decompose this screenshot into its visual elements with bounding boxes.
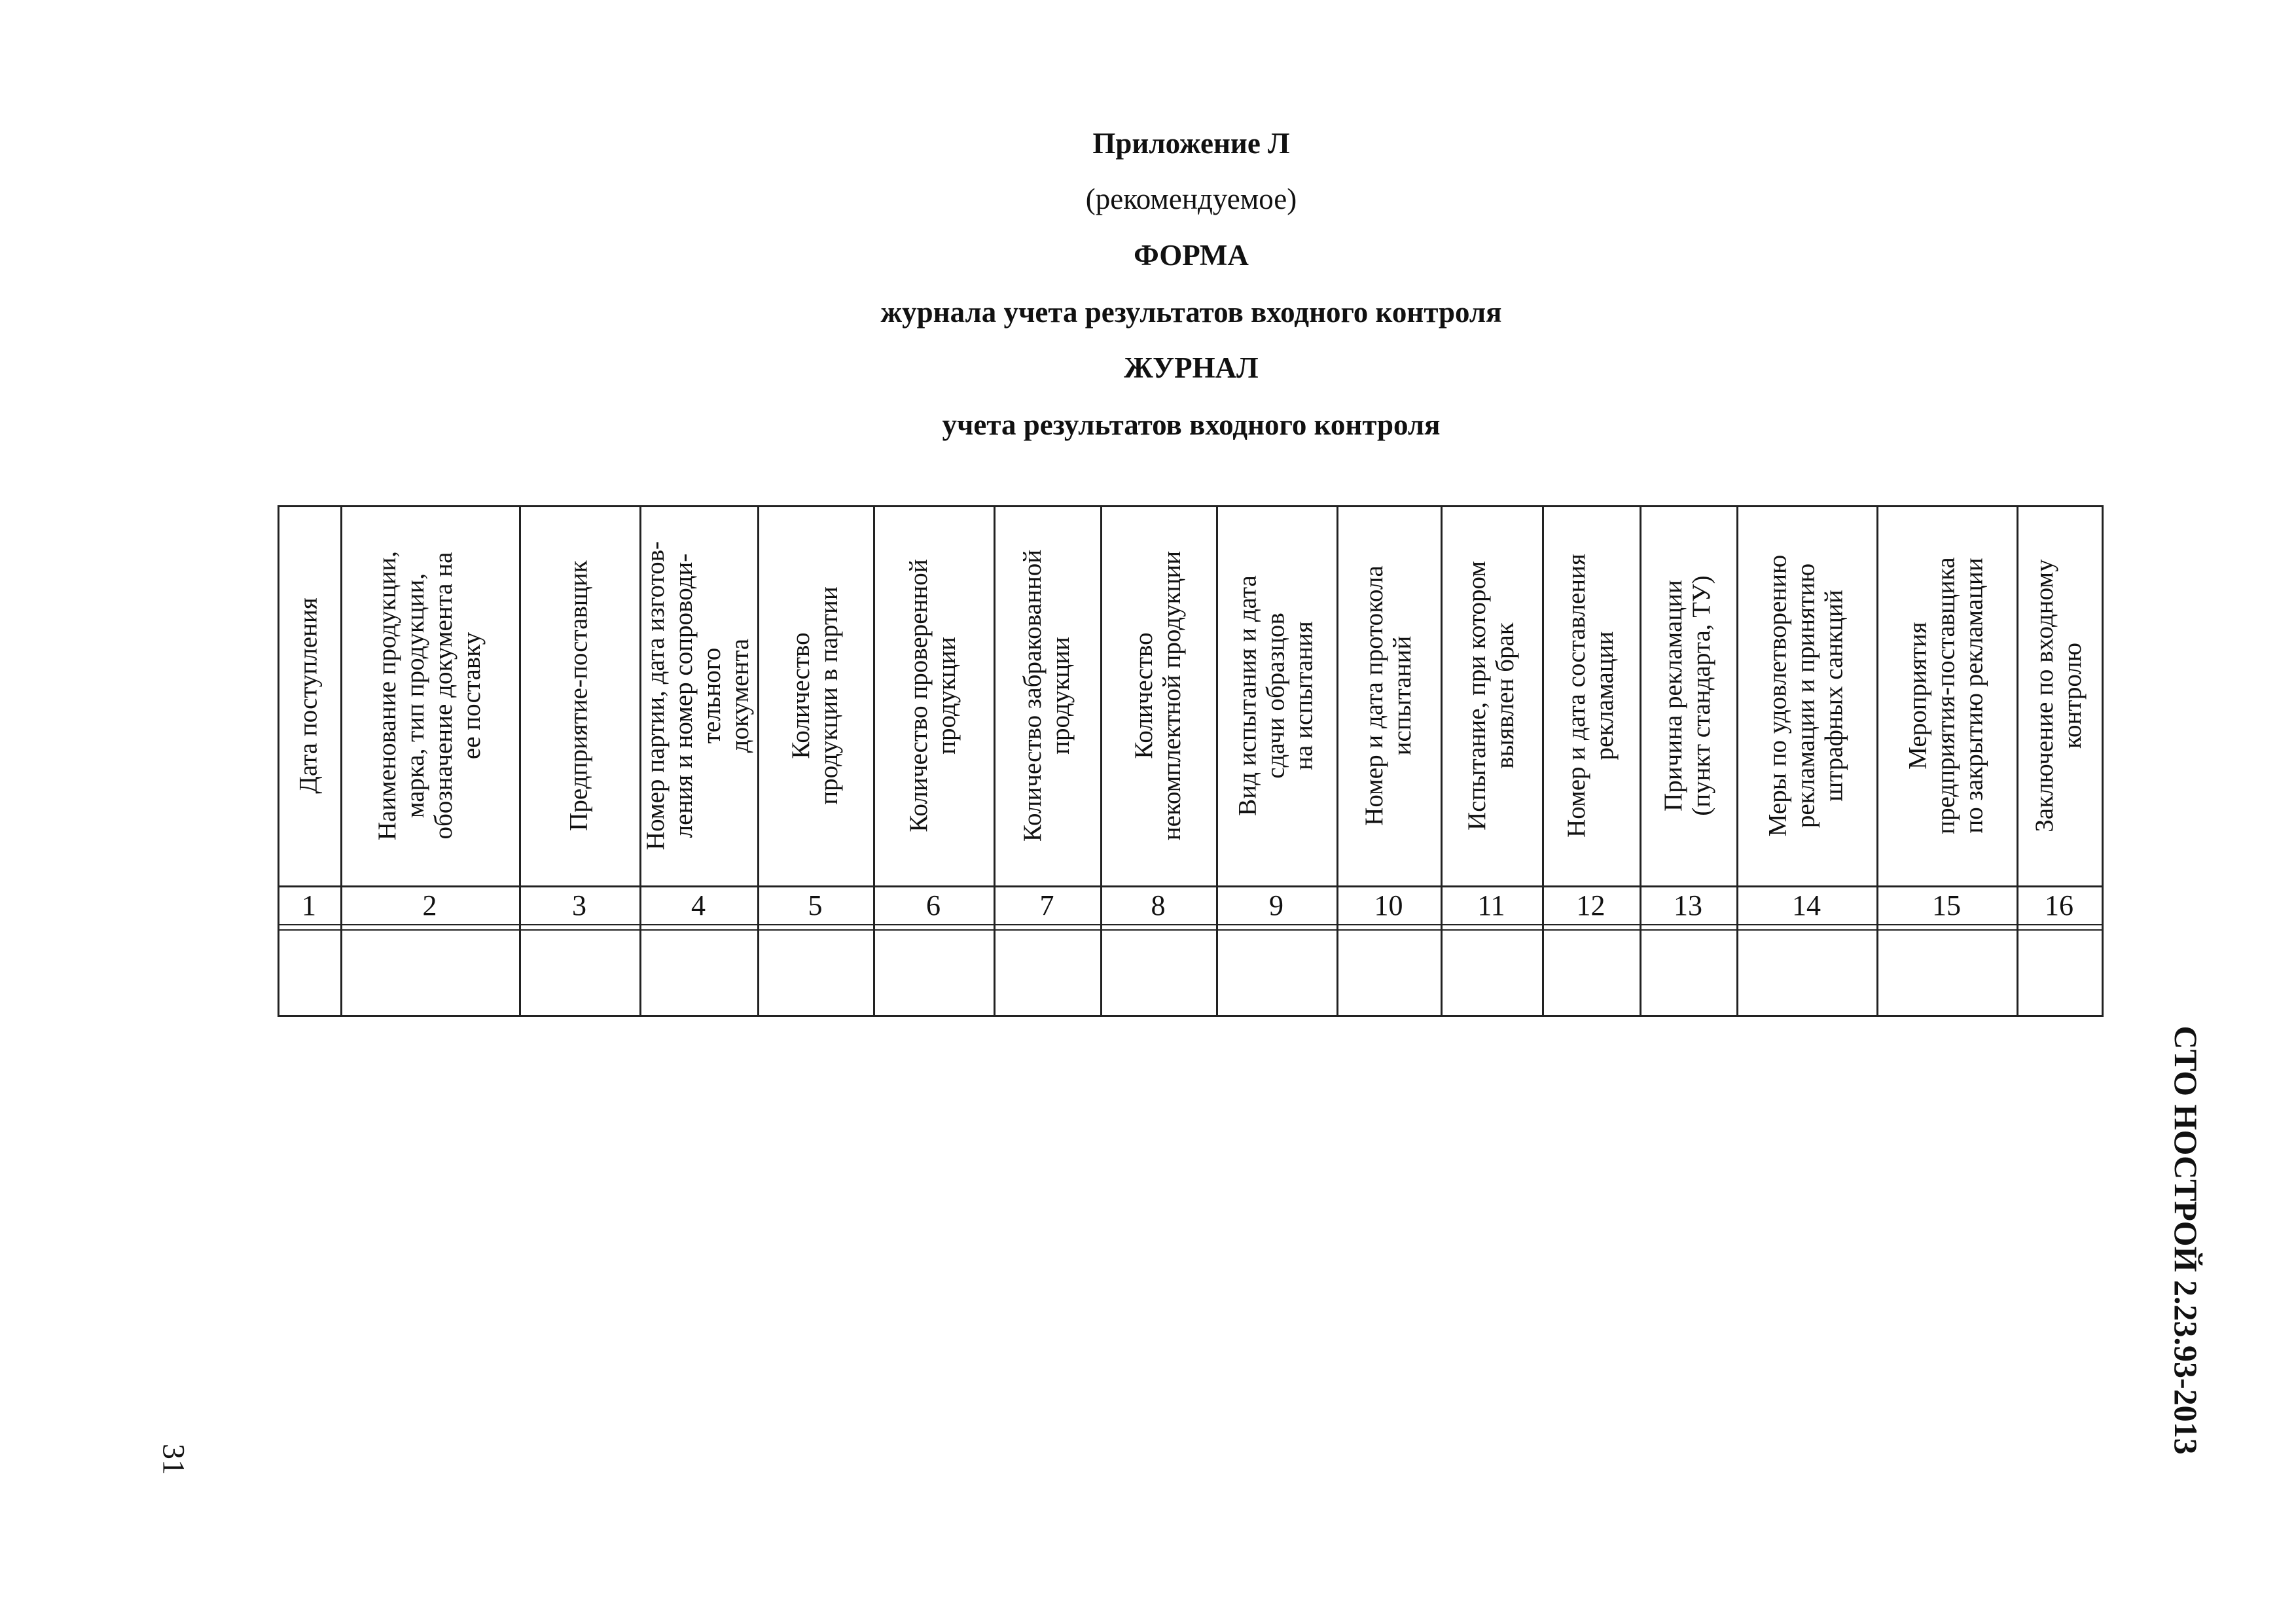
- journal-subtitle: учета результатов входного контроля: [942, 408, 1441, 441]
- entry-cell[interactable]: [2017, 931, 2102, 1015]
- form-subtitle: журнала учета результатов входного контроля: [880, 296, 1502, 329]
- column-header-text: Наименование продукции, марка, тип продукции, обозначение документа на ее поставку: [372, 550, 486, 841]
- entry-cell[interactable]: [1336, 931, 1441, 1015]
- entry-cell[interactable]: [639, 931, 757, 1015]
- entry-cell[interactable]: [1216, 931, 1336, 1015]
- entry-cell[interactable]: [278, 931, 340, 1015]
- entry-cell[interactable]: [519, 931, 639, 1015]
- entry-cell[interactable]: [873, 931, 994, 1015]
- form-label: ФОРМА: [1134, 239, 1249, 272]
- appendix-status: (рекомендуемое): [1085, 183, 1297, 215]
- column-header: [2017, 505, 2102, 886]
- column-header-text: Номер и дата протокола испытаний: [1359, 565, 1416, 826]
- entry-cell[interactable]: [757, 931, 873, 1015]
- column-header: [1216, 505, 1336, 886]
- entry-cell[interactable]: [1640, 931, 1736, 1015]
- column-header-text: Предприятие-поставщик: [564, 560, 593, 831]
- column-header: [994, 505, 1100, 886]
- column-header-text: Дата поступления: [294, 597, 323, 794]
- column-number: 10: [1374, 889, 1403, 921]
- table-row-line: [278, 505, 2104, 507]
- column-number: 3: [572, 889, 586, 921]
- entry-cell[interactable]: [340, 931, 519, 1015]
- column-number: 13: [1674, 889, 1702, 921]
- journal-table: [278, 505, 2104, 1017]
- table-column-line: [2102, 505, 2104, 1017]
- column-header: [1441, 505, 1542, 886]
- column-header: [873, 505, 994, 886]
- column-number: 1: [302, 889, 316, 921]
- column-header-text: Количество некомплектной продукции: [1129, 550, 1186, 841]
- column-number: 14: [1792, 889, 1821, 921]
- column-number: 7: [1039, 889, 1054, 921]
- column-header: [340, 505, 519, 886]
- document-code: СТО НОСТРОЙ 2.23.93-2013: [2168, 1026, 2204, 1455]
- appendix-title: Приложение Л: [1092, 127, 1290, 160]
- column-number: 15: [1932, 889, 1961, 921]
- column-header: [519, 505, 639, 886]
- column-header-text: Номер партии, дата изготов- ления и номер сопроводи- тельного документа: [641, 541, 754, 851]
- column-header-text: Вид испытания и дата сдачи образцов на испытания: [1233, 575, 1318, 816]
- column-header: [639, 505, 757, 886]
- column-header-text: Количество проверенной продукции: [905, 559, 961, 832]
- entry-cell[interactable]: [994, 931, 1100, 1015]
- page-number: 31: [156, 1444, 191, 1475]
- table-row-line: [278, 1015, 2104, 1017]
- column-number: 2: [422, 889, 437, 921]
- column-header: [757, 505, 873, 886]
- column-number: 16: [2045, 889, 2073, 921]
- column-number: 5: [808, 889, 823, 921]
- column-header: [1736, 505, 1876, 886]
- column-header: [1542, 505, 1640, 886]
- column-number: 12: [1576, 889, 1605, 921]
- column-number: 11: [1477, 889, 1505, 921]
- column-number: 8: [1151, 889, 1166, 921]
- column-header: [278, 505, 340, 886]
- table-row-line: [278, 924, 2104, 925]
- column-header-text: Заключение по входному контролю: [2030, 559, 2087, 832]
- column-header-text: Количество забракованной продукции: [1018, 549, 1075, 842]
- entry-cell[interactable]: [1441, 931, 1542, 1015]
- column-number: 4: [691, 889, 706, 921]
- column-header: [1640, 505, 1736, 886]
- column-header-text: Мероприятия предприятия-поставщика по закрытию рекламации: [1903, 557, 1988, 834]
- column-number: 6: [926, 889, 941, 921]
- column-header-text: Испытание, при котором выявлен брак: [1462, 561, 1519, 830]
- column-header-text: Меры по удовлетворению рекламации и принятию штрафных санкций: [1763, 554, 1848, 837]
- entry-cell[interactable]: [1542, 931, 1640, 1015]
- entry-cell[interactable]: [1100, 931, 1216, 1015]
- table-row-line: [278, 885, 2104, 887]
- column-header-text: Количество продукции в партии: [786, 586, 843, 805]
- column-header: [1336, 505, 1441, 886]
- journal-label: ЖУРНАЛ: [1124, 351, 1259, 384]
- entry-cell[interactable]: [1736, 931, 1876, 1015]
- column-header-text: Номер и дата составления рекламации: [1562, 554, 1619, 838]
- column-header-text: Причина рекламации (пункт стандарта, ТУ): [1659, 575, 1715, 816]
- entry-cell[interactable]: [1876, 931, 2017, 1015]
- column-header: [1100, 505, 1216, 886]
- column-number: 9: [1269, 889, 1283, 921]
- column-header: [1876, 505, 2017, 886]
